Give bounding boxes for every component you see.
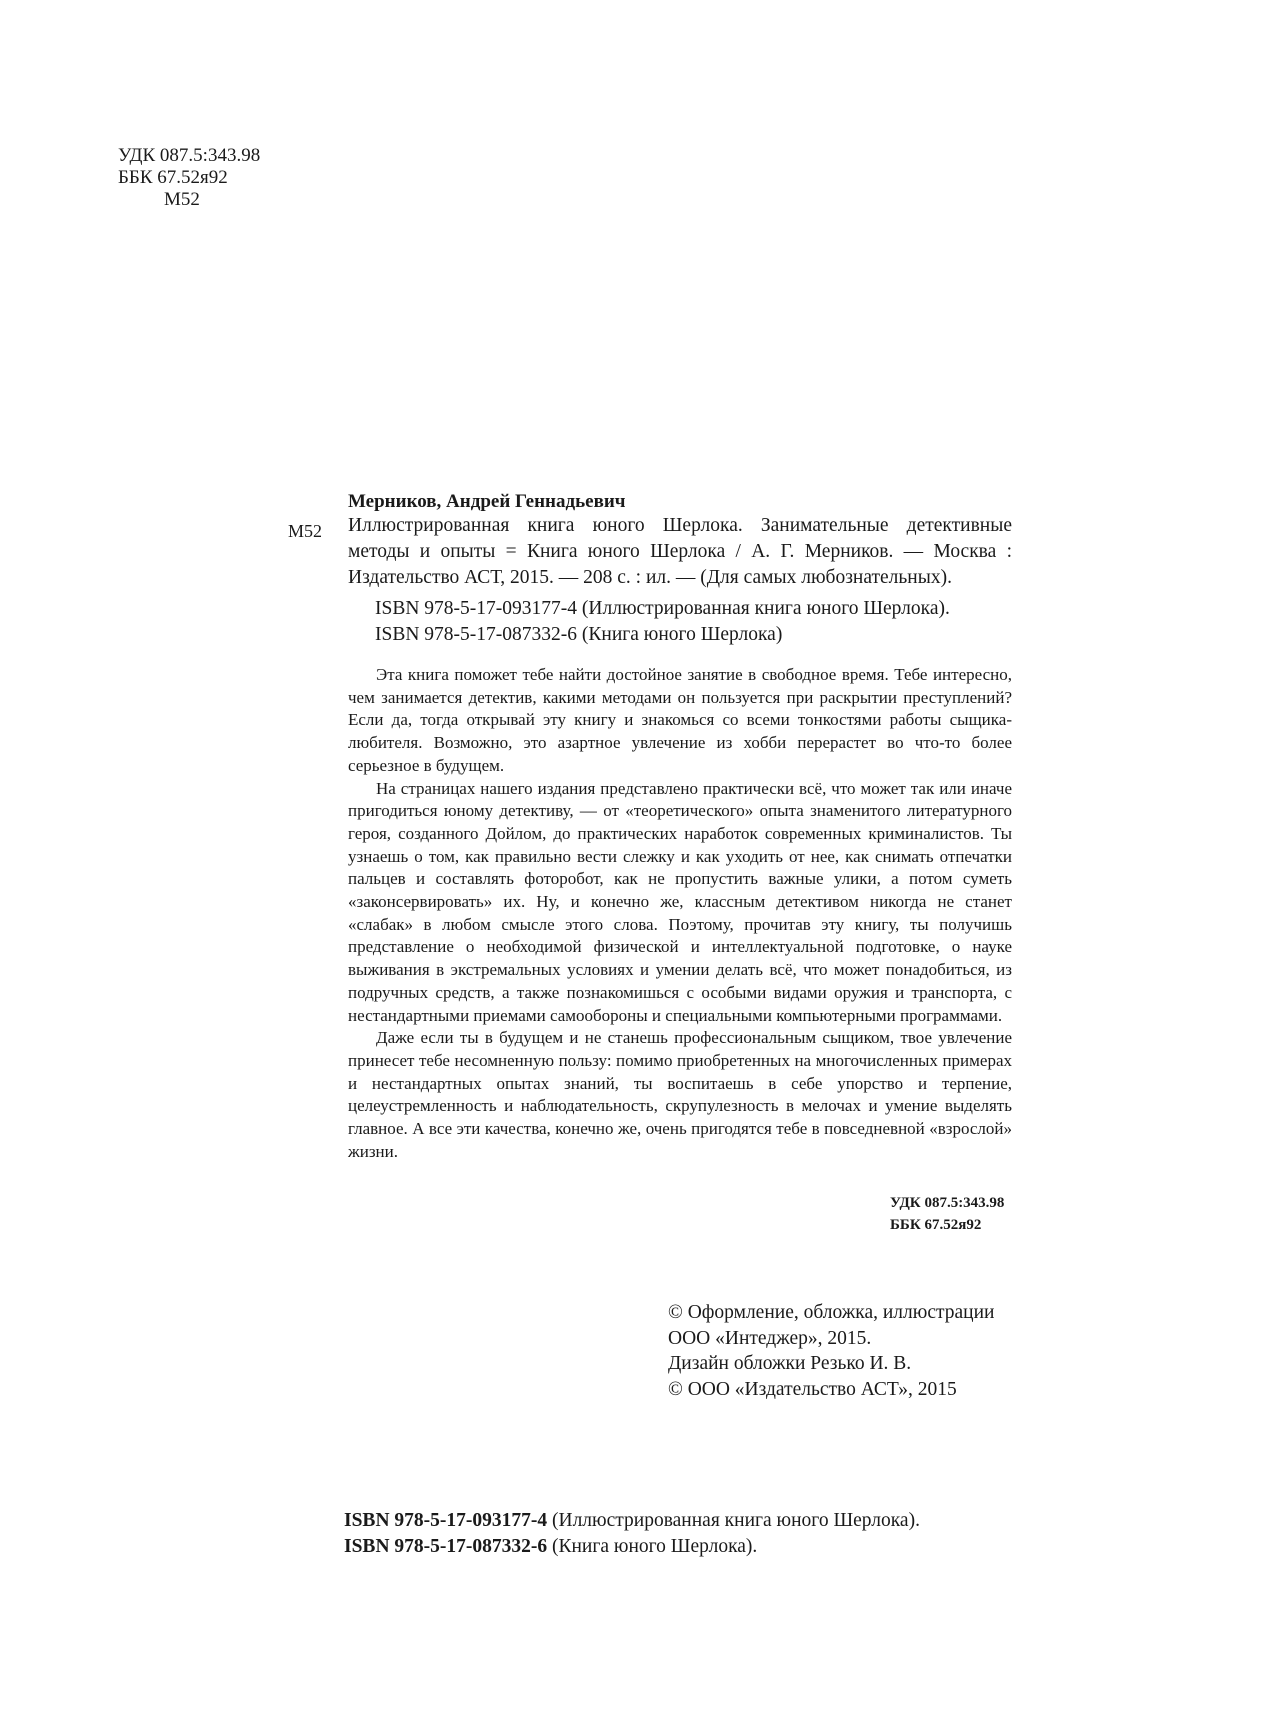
classification-bottom xyxy=(890,1192,1004,1236)
udk-code: УДК 087.5:343.98 xyxy=(890,1195,1005,1211)
footer-isbn-line xyxy=(344,1534,920,1560)
copyright-line: Дизайн обложки Резько И. В. xyxy=(668,1353,912,1374)
copyright-line: © Оформление, обложка, иллюстрации xyxy=(668,1302,995,1323)
classification-top xyxy=(118,145,260,211)
record-isbn-line: ISBN 978-5-17-093177-4 (Иллюстрированная книга юного Шерлока). xyxy=(375,598,950,619)
isbn-code: ISBN 978-5-17-093177-4 xyxy=(344,1510,548,1531)
isbn-code: ISBN 978-5-17-087332-6 xyxy=(344,1535,548,1557)
footer-isbn-line xyxy=(344,1508,920,1534)
annotation xyxy=(348,664,1012,1163)
copyright-line: ООО «Интеджер», 2015. xyxy=(668,1327,872,1349)
annotation-paragraph: На страницах нашего издания представлено практически всё, что может так или иначе пригодиться юному детективу, — от «теоретического» опыта знаменитого литературного героя, созданного Дойлом, до практических наработок современных криминалистов. Ты узнаешь о том, как правильно вести слежку и как уходить от нее, как снимать отпечатки пальцев и составлять фоторобот, как не пропустить важные улики, а потом суметь «законсервировать» их. Ну, и конечно же, классным детективом никогда не станет «слабак» в любом смысле этого слова. Поэтому, прочитав эту книгу, ты получишь представление о необходимой физической и интеллектуальной подготовке, о науке выживания в экстремальных условиях и умении делать всё, что может понадобиться, из подручных средств, а также познакомишься с особыми видами оружия и транспорта, с нестандартными приемами самообороны и специальными компьютерными программами. xyxy=(348,778,1012,1025)
copyright-block xyxy=(668,1300,994,1402)
footer-isbn xyxy=(344,1508,920,1559)
annotation-paragraph: Даже если ты в будущем и не станешь профессиональным сыщиком, твое увлечение принесет тебе несомненную пользу: помимо приобретенных на многочисленных примерах и нестандартных опытах знаний, ты воспитаешь в себе упорство и терпение, целеустремленность и наблюдательность, скрупулезность в мелочах и умение выделять главное. А все эти качества, конечно же, очень пригодятся тебе в повседневной «взрослой» жизни. xyxy=(348,1028,1012,1161)
isbn-title: (Иллюстрированная книга юного Шерлока). xyxy=(552,1510,920,1531)
author-heading: Мерников, Андрей Геннадьевич xyxy=(348,491,626,512)
record-isbn-list xyxy=(375,596,950,648)
author-mark: М52 xyxy=(164,189,200,210)
bbk-code: ББК 67.52я92 xyxy=(118,167,228,188)
bibliographic-description: Иллюстрированная книга юного Шерлока. Занимательные детективные методы и опыты = Книга юного Шерлока / А. Г. Мерников. — Москва : Издательство АСТ, 2015. — 208 с. : ил. — (Для самых любознательных). xyxy=(348,515,1012,588)
record-isbn-line: ISBN 978-5-17-087332-6 (Книга юного Шерлока) xyxy=(375,624,783,645)
author-mark-side: М52 xyxy=(288,521,323,541)
bbk-code: ББК 67.52я92 xyxy=(890,1217,982,1233)
copyright-line: © ООО «Издательство АСТ», 2015 xyxy=(668,1378,957,1400)
udk-code: УДК 087.5:343.98 xyxy=(118,145,261,166)
isbn-title: (Книга юного Шерлока). xyxy=(552,1535,758,1557)
annotation-paragraph: Эта книга поможет тебе найти достойное занятие в свободное время. Тебе интересно, чем занимается детектив, какими методами он пользуется при раскрытии преступлений? Если да, тогда открывай эту книгу и знакомься со всеми тонкостями работы сыщика-любителя. Возможно, это азартное увлечение из хобби перерастет во что-то более серьезное в будущем. xyxy=(348,665,1012,775)
